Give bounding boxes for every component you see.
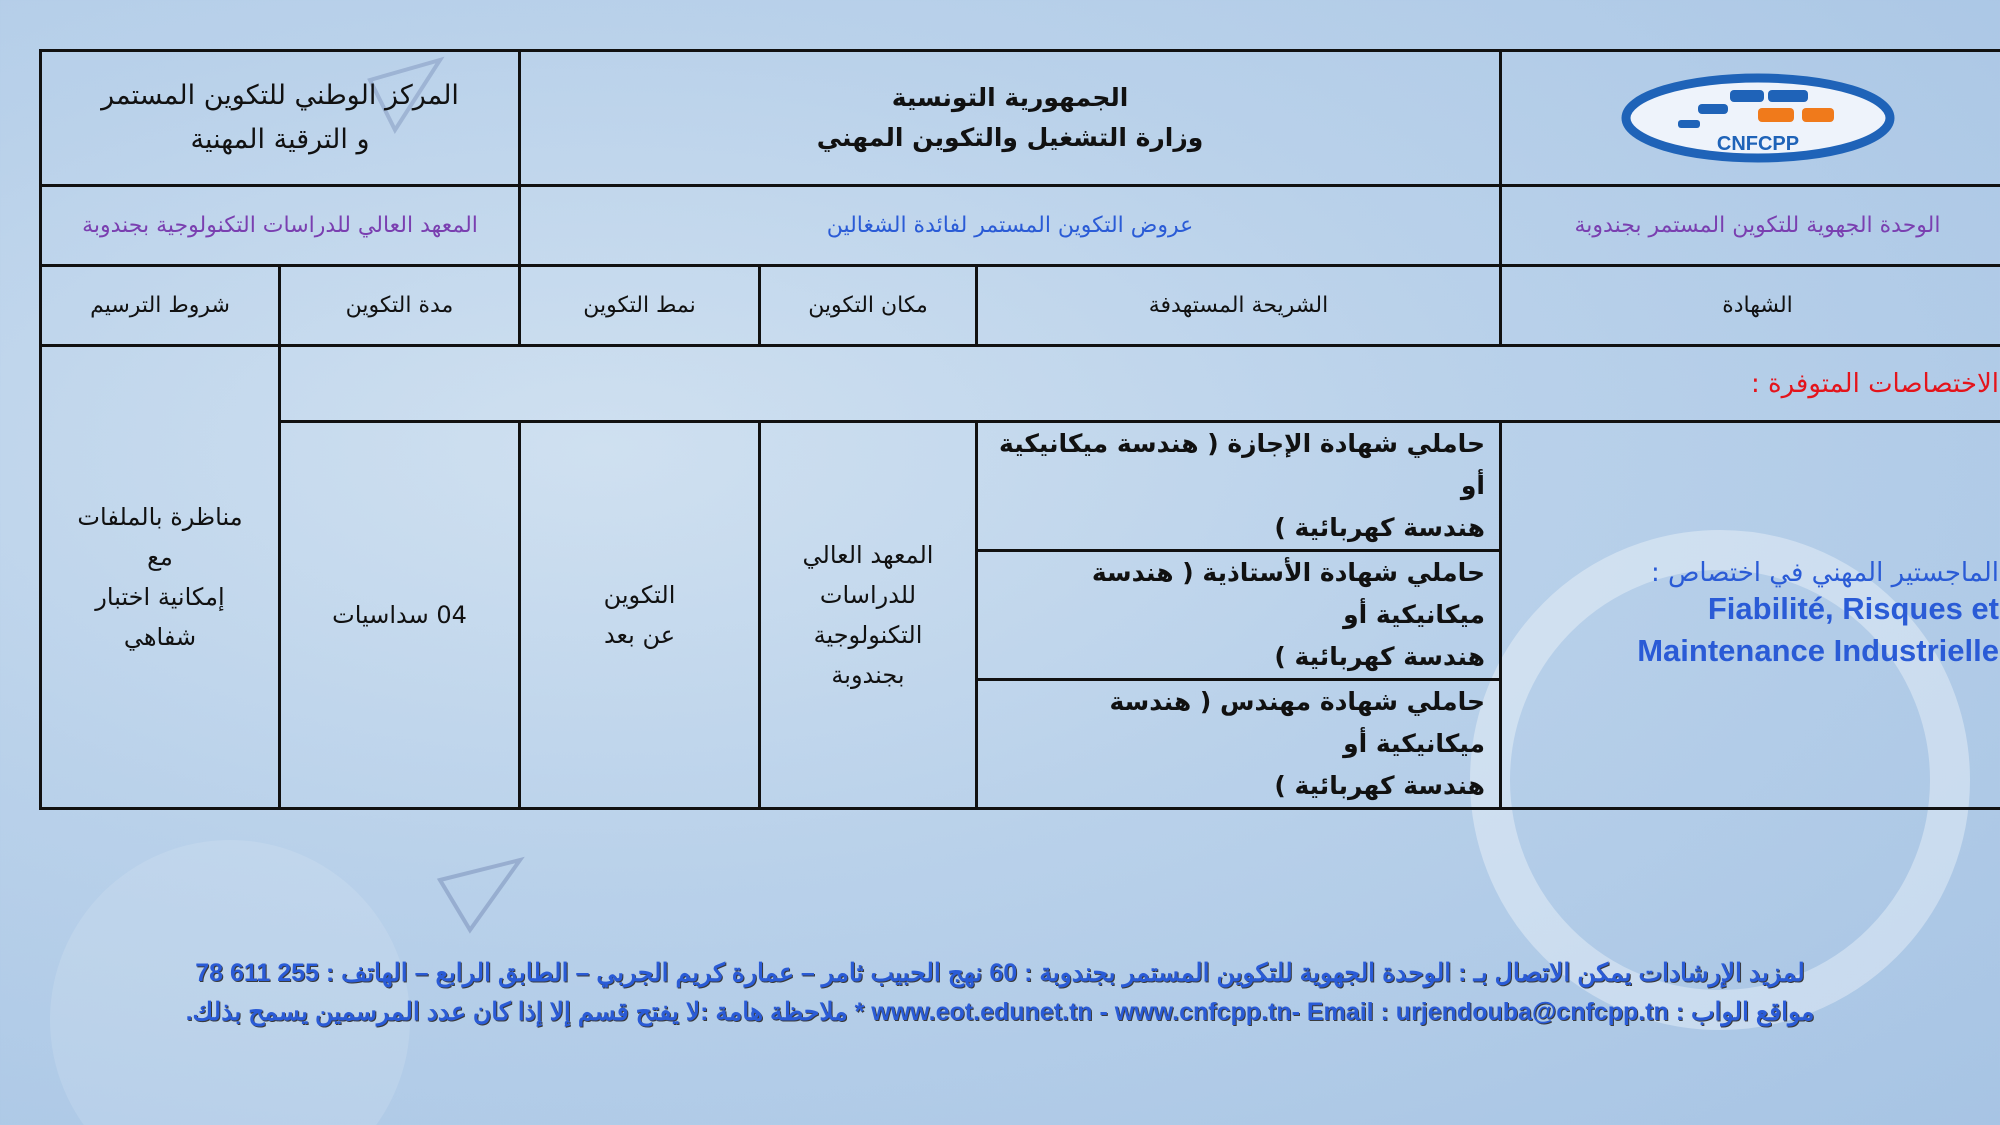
col-target: الشريحة المستهدفة bbox=[977, 266, 1501, 346]
col-certificate: الشهادة bbox=[1501, 266, 2000, 346]
specialties-label: الاختصاصات المتوفرة : bbox=[280, 346, 2000, 422]
certificate-en-line2: Maintenance Industrielle bbox=[1637, 633, 1999, 668]
target-line: هندسة كهربائية ) bbox=[1274, 771, 1485, 800]
place-line: بجندوبة bbox=[831, 661, 905, 689]
col-conditions: شروط الترسيم bbox=[41, 266, 280, 346]
regional-unit: الوحدة الجهوية للتكوين المستمر بجندوبة bbox=[1501, 186, 2000, 266]
paper-plane-icon bbox=[440, 860, 520, 930]
cnfcpp-logo bbox=[1618, 68, 1898, 168]
col-place: مكان التكوين bbox=[760, 266, 977, 346]
place-line: التكنولوجية bbox=[813, 621, 923, 649]
column-header-row bbox=[41, 266, 2000, 346]
duration-cell: 04 سداسيات bbox=[280, 422, 520, 809]
logo-text: CNFCPP bbox=[1716, 133, 1799, 155]
subheader-row bbox=[41, 186, 2000, 266]
col-duration: مدة التكوين bbox=[280, 266, 520, 346]
mode-line: عن بعد bbox=[603, 621, 676, 649]
ministry-title: وزارة التشغيل والتكوين المهني bbox=[816, 123, 1204, 152]
header-row bbox=[41, 51, 2000, 186]
footer-contact: لمزيد الإرشادات يمكن الاتصال بـ : الوحدة الجهوية للتكوين المستمر بجندوبة : 60 نهج الحبيب ثامر – عمارة كريم الجربي – الطابق الرابع – الهاتف : 255 611 78 bbox=[195, 959, 1805, 987]
col-mode: نمط التكوين bbox=[520, 266, 760, 346]
certificate-cell bbox=[1501, 422, 2000, 809]
target-line: هندسة كهربائية ) bbox=[1274, 642, 1485, 671]
offer-title: عروض التكوين المستمر لفائدة الشغالين bbox=[520, 186, 1501, 266]
program-row bbox=[41, 422, 2000, 551]
place-line: المعهد العالي bbox=[802, 541, 934, 569]
certificate-en-line1: Fiabilité, Risques et bbox=[1707, 591, 1999, 626]
conditions-line: شفاهي bbox=[123, 623, 197, 651]
conditions-line: مناظرة بالملفات bbox=[77, 503, 243, 531]
certificate-ar: الماجستير المهني في اختصاص : bbox=[1650, 558, 1999, 588]
center-org-line1: المركز الوطني للتكوين المستمر bbox=[101, 80, 459, 111]
target-line: حاملي شهادة الأستاذية ( هندسة ميكانيكية أو bbox=[1091, 558, 1485, 629]
target-item bbox=[977, 551, 1501, 680]
place-line: للدراسات bbox=[819, 581, 917, 609]
target-item bbox=[977, 680, 1501, 809]
conditions-line: إمكانية اختبار bbox=[95, 583, 225, 611]
training-offer-table bbox=[39, 49, 2000, 810]
target-line: حاملي شهادة الإجازة ( هندسة ميكانيكية أو bbox=[999, 429, 1485, 500]
center-org-line2: و الترقية المهنية bbox=[190, 124, 370, 155]
republic-title: الجمهورية التونسية bbox=[891, 83, 1129, 112]
target-line: هندسة كهربائية ) bbox=[1274, 513, 1485, 542]
center-org-cell bbox=[41, 51, 520, 186]
conditions-line: مع bbox=[147, 543, 173, 571]
footer-web: مواقع الواب : www.eot.edunet.tn - www.cnfcpp.tn- Email : urjendouba@cnfcpp.tn * ملاحظة هامة :لا يفتح قسم إلا إذا كان عدد المرسمين يسمح بذلك. bbox=[185, 998, 1815, 1026]
specialties-row bbox=[41, 346, 2000, 422]
conditions-cell bbox=[41, 346, 280, 809]
mode-line: التكوين bbox=[603, 581, 676, 609]
target-item bbox=[977, 422, 1501, 551]
institute-name: المعهد العالي للدراسات التكنولوجية بجندوبة bbox=[41, 186, 520, 266]
logo-cell bbox=[1501, 51, 2000, 186]
target-line: حاملي شهادة مهندس ( هندسة ميكانيكية أو bbox=[1109, 687, 1485, 758]
place-cell bbox=[760, 422, 977, 809]
mode-cell bbox=[520, 422, 760, 809]
ministry-cell bbox=[520, 51, 1501, 186]
